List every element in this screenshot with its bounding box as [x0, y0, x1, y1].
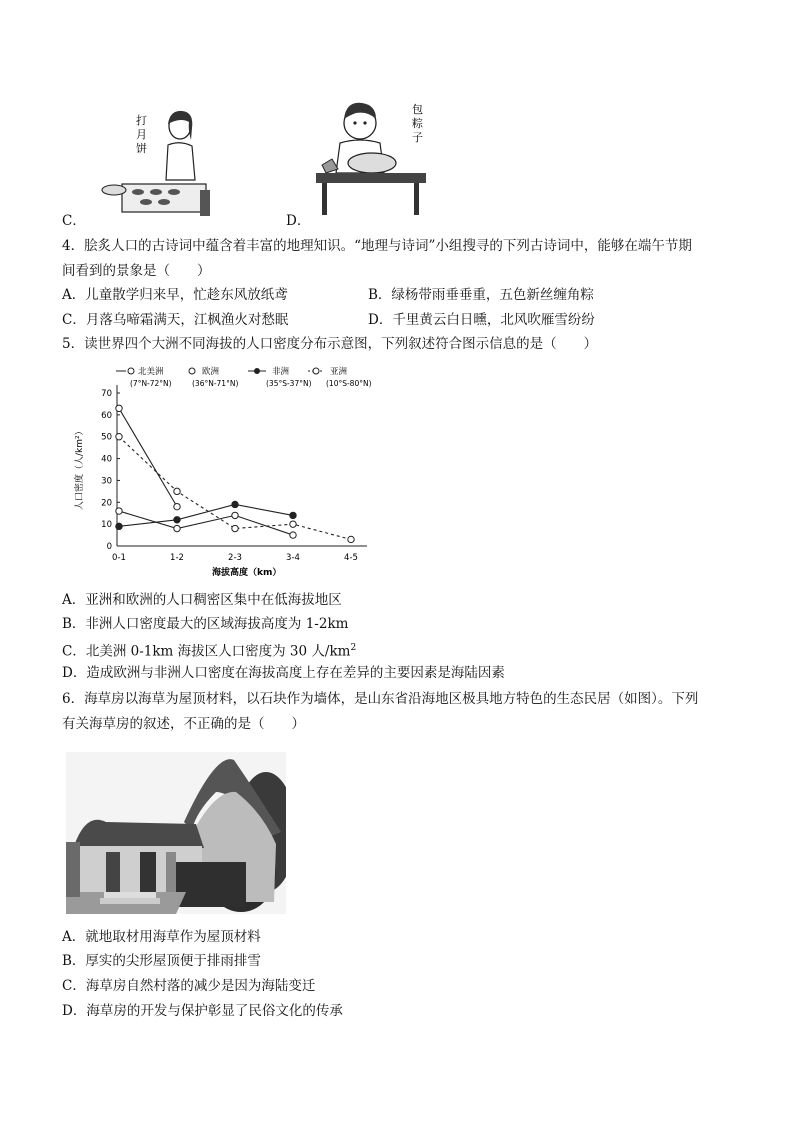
- q5-option-c-text: C．北美洲 0-1km 海拔区人口密度为 30 人/km: [62, 643, 351, 660]
- x-tick-label: 2-3: [228, 553, 242, 563]
- seaweed-house-photo: [66, 752, 286, 914]
- point-asia: [116, 434, 122, 440]
- series-line-africa: [119, 504, 293, 526]
- q6-option-b: B．厚实的尖形屋顶便于排雨排雪: [62, 953, 261, 969]
- q4-stem-line2: 间看到的景象是（ ）: [62, 263, 211, 279]
- point-north-america: [116, 508, 122, 514]
- chart-legend: [116, 366, 372, 388]
- legend-marker-north-america: [128, 368, 134, 374]
- point-africa: [232, 501, 238, 507]
- caption-zongzi-1: 包: [412, 103, 423, 116]
- q5-option-d: D．造成欧洲与非洲人口密度在海拔高度上存在差异的主要因素是海陆因素: [62, 665, 505, 681]
- y-tick-label: 20: [101, 498, 112, 509]
- mooncake-illustration: [98, 100, 218, 222]
- legend-range-asia: (10°S-80°N): [326, 379, 372, 388]
- y-tick-label: 10: [101, 520, 112, 531]
- series-line-europe: [119, 408, 177, 506]
- point-north-america: [174, 525, 180, 531]
- caption-zongzi-3: 子: [412, 131, 423, 144]
- legend-marker-asia: [313, 368, 319, 374]
- caption-zongzi-2: 粽: [412, 117, 423, 130]
- q4-option-b: B．绿杨带雨垂垂重，五色新丝缠角粽: [368, 287, 594, 303]
- legend-range-europe: (36°N-71°N): [192, 379, 239, 388]
- q5-stem: 5．读世界四个大洲不同海拔的人口密度分布示意图，下列叙述符合图示信息的是（ ）: [62, 336, 598, 352]
- legend-label-africa: 非洲: [272, 367, 290, 377]
- point-north-america: [290, 532, 296, 538]
- population-density-chart: [62, 360, 392, 582]
- q6-option-a: A．就地取材用海草作为屋顶材料: [62, 929, 261, 945]
- option-c-letter: C．: [62, 213, 86, 229]
- y-tick-label: 30: [101, 476, 112, 487]
- legend-label-europe: 欧洲: [202, 367, 220, 377]
- caption-mooncake-2: 月: [136, 128, 147, 141]
- point-asia: [290, 521, 296, 527]
- point-asia: [232, 525, 238, 531]
- q5-option-c-sup: 2: [350, 643, 357, 653]
- point-north-america: [232, 512, 238, 518]
- point-europe: [116, 405, 122, 411]
- legend-range-africa: (35°S-37°N): [266, 379, 312, 388]
- x-tick-label: 0-1: [112, 553, 126, 563]
- q4-option-a: A．儿童散学归来早，忙趁东风放纸鸢: [62, 287, 288, 303]
- x-tick-label: 3-4: [286, 553, 300, 563]
- q4-option-d: D．千里黄云白日曛，北风吹雁雪纷纷: [368, 312, 595, 328]
- q5-option-b: B．非洲人口密度最大的区域海拔高度为 1-2km: [62, 616, 349, 632]
- legend-range-north-america: (7°N-72°N): [130, 379, 172, 388]
- q5-option-a: A．亚洲和欧洲的人口稠密区集中在低海拔地区: [62, 592, 342, 608]
- legend-label-north-america: 北美洲: [138, 367, 164, 377]
- q4-option-c: C．月落乌啼霜满天，江枫渔火对愁眠: [62, 312, 289, 328]
- caption-mooncake-3: 饼: [136, 142, 147, 155]
- y-axis-label: 人口密度（人/km²）: [75, 426, 85, 510]
- point-asia: [348, 536, 354, 542]
- q5-option-c: [62, 638, 356, 662]
- y-tick-label: 40: [101, 454, 112, 465]
- x-tick-label: 1-2: [170, 553, 184, 563]
- q4-stem-line1: 4．脍炙人口的古诗词中蕴含着丰富的地理知识。“地理与诗词”小组搜寻的下列古诗词中，能够在端午节期: [62, 238, 692, 254]
- caption-mooncake-1: 打: [136, 114, 147, 127]
- x-axis-label: 海拔高度（km）: [212, 568, 282, 578]
- point-africa: [174, 517, 180, 523]
- y-tick-label: 50: [101, 432, 112, 443]
- q6-option-d: D．海草房的开发与保护彰显了民俗文化的传承: [62, 1003, 343, 1019]
- series-line-asia: [119, 437, 351, 540]
- point-africa: [290, 512, 296, 518]
- point-asia: [174, 488, 180, 494]
- q6-stem-line2: 有关海草房的叙述，不正确的是（ ）: [62, 716, 305, 732]
- x-tick-label: 4-5: [344, 553, 358, 563]
- q6-stem-line1: 6．海草房以海草为屋顶材料，以石块作为墙体，是山东省沿海地区极具地方特色的生态民居（如图）。下列: [62, 691, 699, 707]
- point-africa: [116, 523, 122, 529]
- point-europe: [174, 503, 180, 509]
- legend-label-asia: 亚洲: [330, 367, 348, 377]
- legend-marker-europe: [189, 368, 195, 374]
- zongzi-illustration: [312, 93, 432, 218]
- y-tick-label: 60: [101, 410, 112, 421]
- q6-option-c: C．海草房自然村落的减少是因为海陆变迁: [62, 978, 316, 994]
- legend-marker-africa: [254, 368, 260, 374]
- option-d-letter: D．: [286, 213, 311, 229]
- y-tick-label: 70: [101, 389, 112, 399]
- y-tick-label: 0: [106, 542, 112, 552]
